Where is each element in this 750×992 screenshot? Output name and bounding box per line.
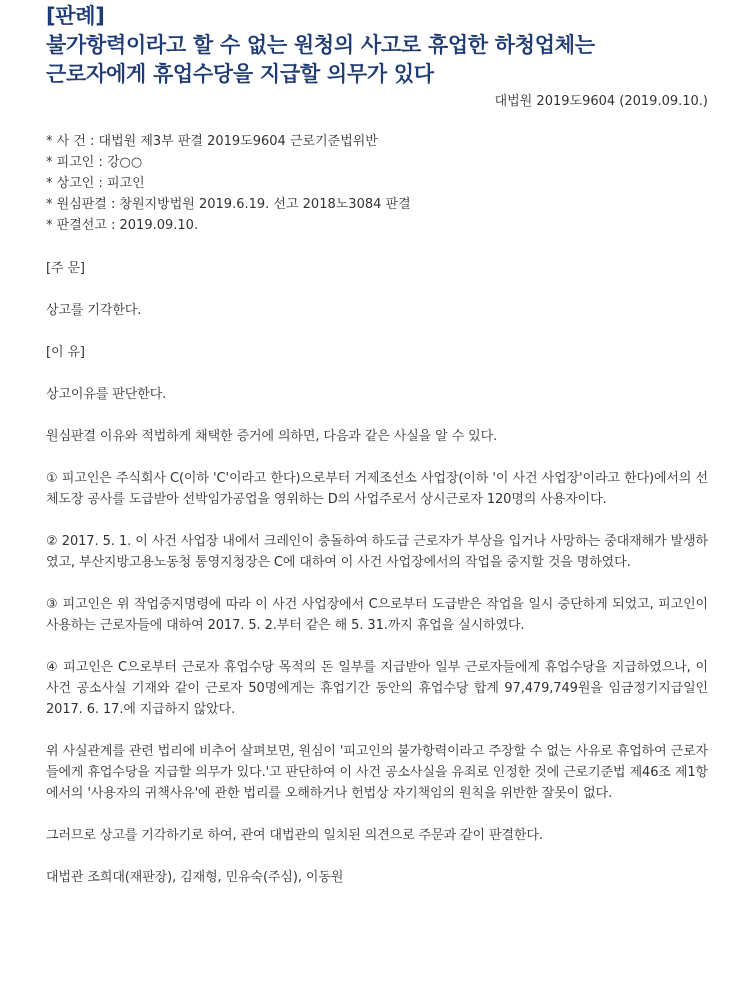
conclusion: 그러므로 상고를 기각하기로 하여, 관여 대법관의 일치된 의견으로 주문과 같이 판결한다. <box>46 828 543 843</box>
fact-1: ① 피고인은 주식회사 C(이하 'C'이라고 한다)으로부터 거제조선소 사업장(이하 '이 사건 사업장'이라고 한다)에서의 선체도장 공사를 도급받아 선박임가공업을 영위하는 D의 사업주로서 상시근로자 120명의 사용자이다. <box>46 471 708 507</box>
fact-3: ③ 피고인은 위 작업중지명령에 따라 이 사건 사업장에서 C으로부터 도급받은 작업을 일시 중단하게 되었고, 피고인이 사용하는 근로자들에 대하여 2017. 5. 2.부터 같은 해 5. 31.까지 휴업을 실시하였다. <box>46 597 708 633</box>
justices: 대법관 조희대(재판장), 김재형, 민유숙(주심), 이동원 <box>46 870 344 885</box>
meta-defendant: * 피고인 : 강○○ <box>46 155 143 170</box>
meta-decision-date: * 판결선고 : 2019.09.10. <box>46 218 199 233</box>
order-text: 상고를 기각한다. <box>46 303 142 318</box>
page-title-line-1: 불가항력이라고 할 수 없는 원청의 사고로 휴업한 하청업체는 <box>46 33 595 57</box>
meta-appellant: * 상고인 : 피고인 <box>46 176 145 191</box>
section-heading-reasons: [이 유] <box>46 345 85 360</box>
title-block <box>46 2 716 89</box>
meta-lower-court: * 원심판결 : 창원지방법원 2019.6.19. 선고 2018노3084 판결 <box>46 197 411 212</box>
case-meta <box>46 131 706 236</box>
fact-4: ④ 피고인은 C으로부터 근로자 휴업수당 목적의 돈 일부를 지급받아 일부 근로자들에게 휴업수당을 지급하였으나, 이 사건 공소사실 기재와 같이 근로자 50명에게는 휴업기간 동안의 휴업수당 합계 97,479,749원을 임금정기지급일인 2017. 6. 17.에 지급하지 않았다. <box>46 660 708 717</box>
fact-2: ② 2017. 5. 1. 이 사건 사업장 내에서 크레인이 충돌하여 하도급 근로자가 부상을 입거나 사망하는 중대재해가 발생하였고, 부산지방고용노동청 통영지청장은 C에 대하여 이 사건 사업장에서의 작업을 중지할 것을 명하였다. <box>46 534 708 570</box>
case-tag: [판례] <box>46 4 105 28</box>
judgment-body <box>46 258 708 909</box>
reasons-intro: 상고이유를 판단한다. <box>46 387 167 402</box>
legal-analysis: 위 사실관계를 관련 법리에 비추어 살펴보면, 원심이 '피고인의 불가항력이라고 주장할 수 없는 사유로 휴업하여 근로자들에게 휴업수당을 지급할 의무가 있다.'고 판단하여 이 사건 공소사실을 유죄로 인정한 것에 근로기준법 제46조 제1항에서의 '사용자의 귀책사유'에 관한 법리를 오해하거나 헌법상 자기책임의 원칙을 위반한 잘못이 없다. <box>46 744 708 801</box>
page-title-line-2: 근로자에게 휴업수당을 지급할 의무가 있다 <box>46 62 434 86</box>
section-heading-order: [주 문] <box>46 261 85 276</box>
meta-case: * 사 건 : 대법원 제3부 판결 2019도9604 근로기준법위반 <box>46 134 378 149</box>
facts-intro: 원심판결 이유와 적법하게 채택한 증거에 의하면, 다음과 같은 사실을 알 수 있다. <box>46 429 498 444</box>
case-reference-date: 대법원 2019도9604 (2019.09.10.) <box>494 94 708 109</box>
